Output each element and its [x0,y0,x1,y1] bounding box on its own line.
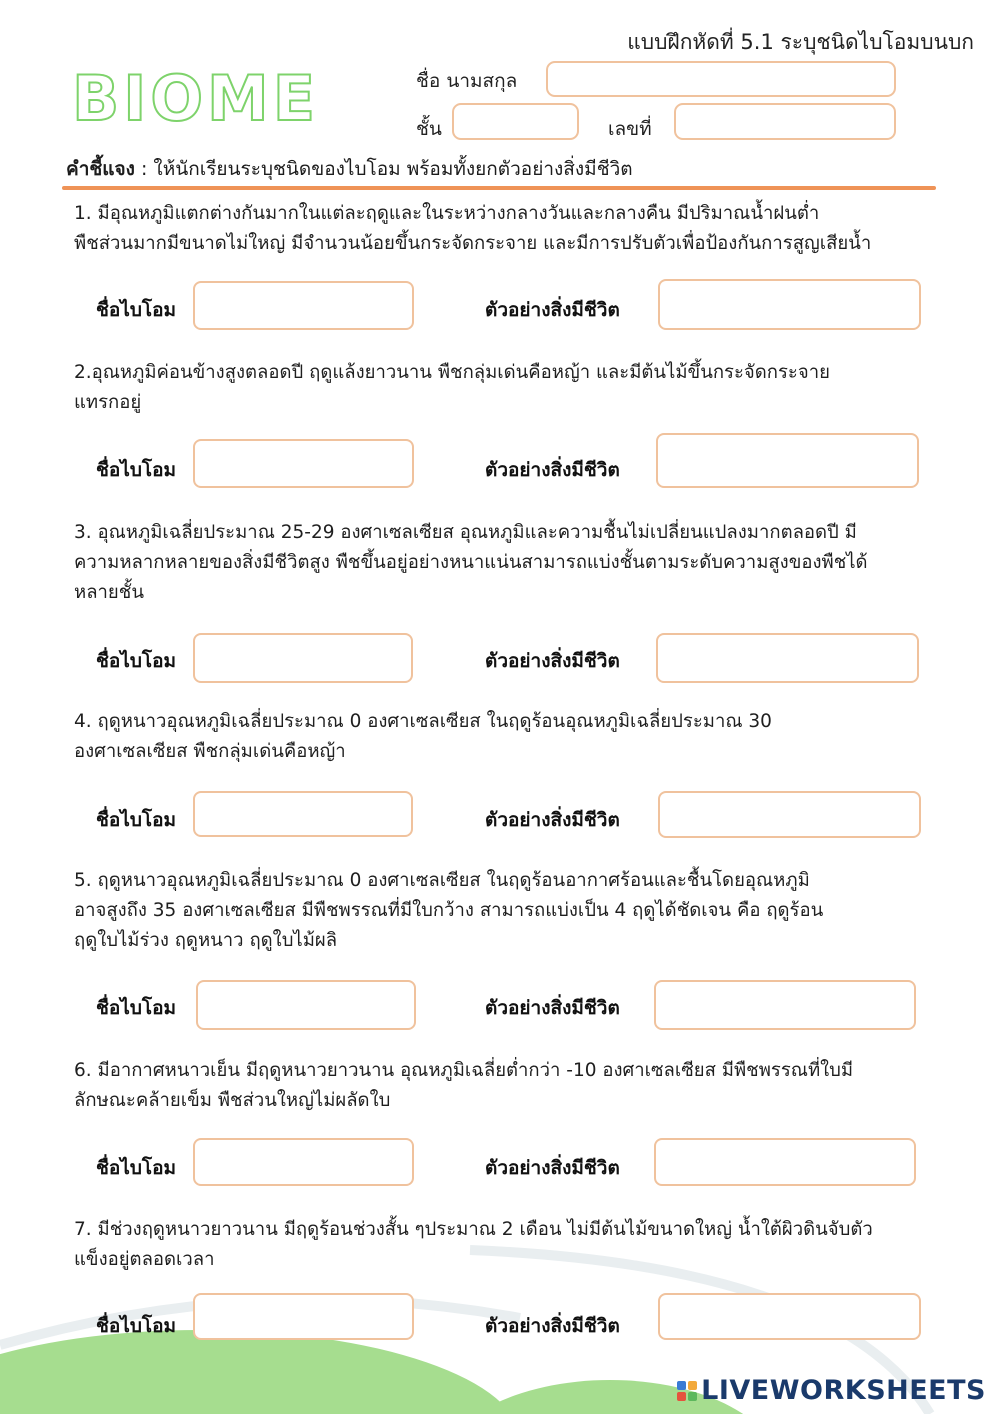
organism-example-label: ตัวอย่างสิ่งมีชีวิต [485,997,620,1019]
q4-organism-example-input[interactable] [658,791,921,838]
q3-biome-name-input[interactable] [193,633,413,683]
organism-example-label: ตัวอย่างสิ่งมีชีวิต [485,1157,620,1179]
q1-biome-name-input[interactable] [193,281,414,330]
worksheet-title: แบบฝึกหัดที่ 5.1 ระบุชนิดไบโอมบนบก [627,30,974,54]
biome-name-label: ชื่อไบโอม [96,459,177,481]
q7-biome-name-input[interactable] [193,1293,414,1340]
question-4-text: 4. ฤดูหนาวอุณหภูมิเฉลี่ยประมาณ 0 องศาเซลเซียส ในฤดูร้อนอุณหภูมิเฉลี่ยประมาณ 30 องศาเซลเซียส พืชกลุ่มเด่นคือหญ้า [74,711,772,762]
question-7-text: 7. มีช่วงฤดูหนาวยาวนาน มีฤดูร้อนช่วงสั้น ๆประมาณ 2 เดือน ไม่มีต้นไม้ขนาดใหญ่ น้ำใต้ผิวดินจับตัว แข็งอยู่ตลอดเวลา [74,1219,873,1270]
question-2-text: 2.อุณหภูมิค่อนข้างสูงตลอดปี ฤดูแล้งยาวนาน พืชกลุ่มเด่นคือหญ้า และมีต้นไม้ขึ้นกระจัดกระจาย แทรกอยู่ [74,362,830,413]
question-6-text: 6. มีอากาศหนาวเย็น มีฤดูหนาวยาวนาน อุณหภูมิเฉลี่ยต่ำกว่า -10 องศาเซลเซียส มีพืชพรรณที่ใบมี ลักษณะคล้ายเข็ม พืชส่วนใหญ่ไม่ผลัดใบ [74,1060,854,1111]
directions-label: คำชี้แจง [66,158,135,180]
biome-name-label: ชื่อไบโอม [96,809,177,831]
biome-name-label: ชื่อไบโอม [96,1315,177,1337]
organism-example-label: ตัวอย่างสิ่งมีชีวิต [485,299,620,321]
liveworksheets-brand: LIVEWORKSHEETS [701,1375,986,1406]
q2-biome-name-input[interactable] [193,439,414,488]
number-label: เลขที่ [608,118,652,140]
organism-example-label: ตัวอย่างสิ่งมีชีวิต [485,1315,620,1337]
q2-organism-example-input[interactable] [656,433,919,488]
q5-biome-name-input[interactable] [196,980,416,1030]
organism-example-label: ตัวอย่างสิ่งมีชีวิต [485,809,620,831]
q6-biome-name-input[interactable] [193,1138,414,1186]
liveworksheets-icon [677,1381,697,1401]
name-input[interactable] [546,61,896,97]
q3-organism-example-input[interactable] [656,633,919,683]
header-divider [62,186,936,190]
q5-organism-example-input[interactable] [654,980,916,1030]
organism-example-label: ตัวอย่างสิ่งมีชีวิต [485,650,620,672]
q7-organism-example-input[interactable] [658,1293,921,1340]
class-input[interactable] [452,103,579,140]
q4-biome-name-input[interactable] [193,791,413,837]
question-3-text: 3. อุณหภูมิเฉลี่ยประมาณ 25-29 องศาเซลเซียส อุณหภูมิและความชื้นไม่เปลี่ยนแปลงมากตลอดปี มี ความหลากหลายของสิ่งมีชีวิตสูง พืชขึ้นอยู่อย่างหนาแน่นสามารถแบ่งชั้นตามระดับความสูงของพืชได้ หลายชั้น [74,522,868,603]
directions-text: : ให้นักเรียนระบุชนิดของไบโอม พร้อมทั้งยกตัวอย่างสิ่งมีชีวิต [134,158,633,180]
biome-logo: BIOME [72,62,320,135]
q1-organism-example-input[interactable] [658,279,921,330]
biome-name-label: ชื่อไบโอม [96,997,177,1019]
name-label: ชื่อ นามสกุล [416,70,518,92]
question-5-text: 5. ฤดูหนาวอุณหภูมิเฉลี่ยประมาณ 0 องศาเซลเซียส ในฤดูร้อนอากาศร้อนและชื้นโดยอุณหภูมิ อาจสูงถึง 35 องศาเซลเซียส มีพืชพรรณที่มีใบกว้าง สามารถแบ่งเป็น 4 ฤดูได้ชัดเจน คือ ฤดูร้อน ฤดูใบไม้ร่วง ฤดูหนาว ฤดูใบไม้ผลิ [74,870,824,951]
class-label: ชั้น [416,118,442,140]
number-input[interactable] [674,103,896,140]
biome-name-label: ชื่อไบโอม [96,1157,177,1179]
question-1-text: 1. มีอุณหภูมิแตกต่างกันมากในแต่ละฤดูและในระหว่างกลางวันและกลางคืน มีปริมาณน้ำฝนต่ำ พืชส่วนมากมีขนาดไม่ใหญ่ มีจำนวนน้อยขึ้นกระจัดกระจาย และมีการปรับตัวเพื่อป้องกันการสูญเสียน้ำ [74,203,872,254]
directions [66,154,633,184]
biome-name-label: ชื่อไบโอม [96,299,177,321]
liveworksheets-logo [677,1375,986,1406]
q6-organism-example-input[interactable] [654,1138,916,1186]
organism-example-label: ตัวอย่างสิ่งมีชีวิต [485,459,620,481]
biome-name-label: ชื่อไบโอม [96,650,177,672]
